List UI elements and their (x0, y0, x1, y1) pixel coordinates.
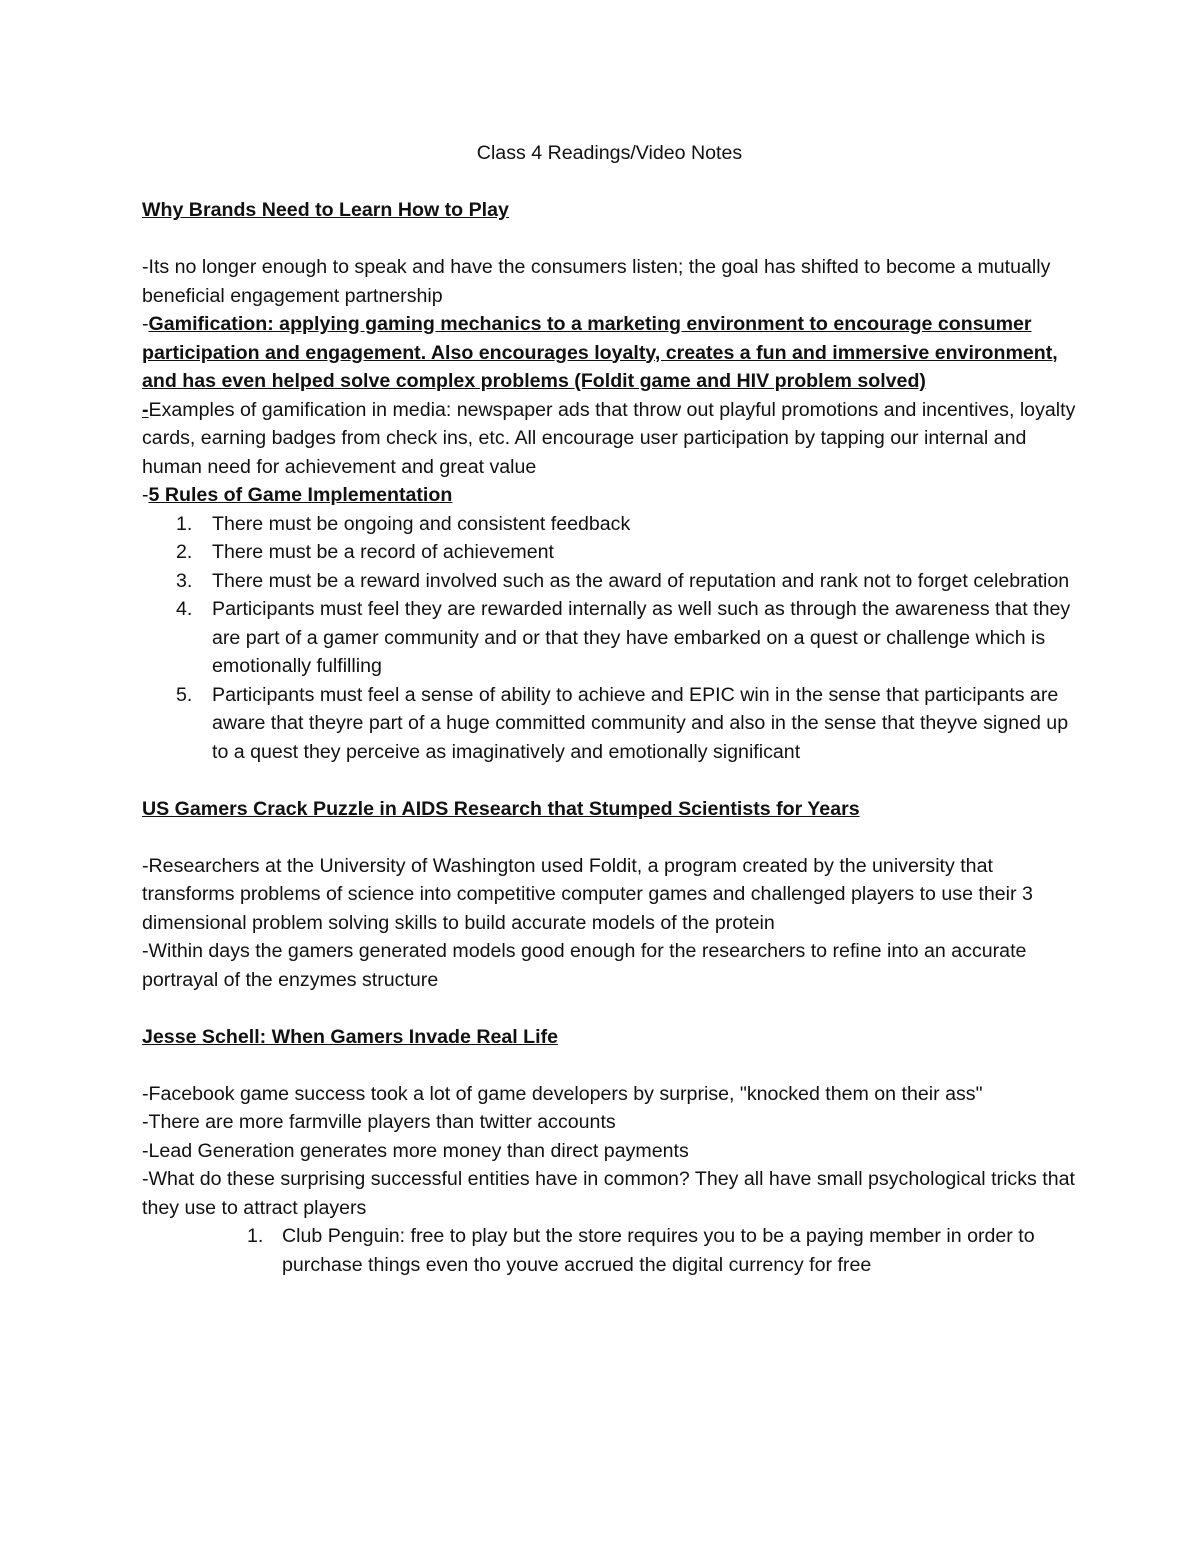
rules-heading: 5 Rules of Game Implementation (148, 484, 453, 506)
paragraph: -Its no longer enough to speak and have the consumers listen; the goal has shifted to become a mutually beneficial engagement partnership (142, 256, 1051, 307)
paragraph: -Researchers at the University of Washington used Foldit, a program created by the university that transforms problems of science into competitive computer games and challenged players to use their 3 dimensional problem solving skills to build accurate models of the protein (142, 854, 1033, 934)
list-number: 4. (176, 598, 193, 620)
section-heading-brands: Why Brands Need to Learn How to Play (142, 199, 509, 221)
dash: - (142, 398, 149, 421)
list-number: 1. (247, 1225, 264, 1247)
spacer (142, 994, 1077, 1023)
paragraph: -Lead Generation generates more money than direct payments (142, 1139, 689, 1162)
list-number: 2. (176, 541, 193, 563)
paragraph-examples (142, 396, 1077, 482)
gamification-definition: Gamification: applying gaming mechanics to a marketing environment to encourage consumer participation and engagement. Also encourages loyalty, creates a fun and immersive environment, and has even helped solve complex problems (Foldit game and HIV problem solved) (142, 313, 1058, 392)
paragraph: -There are more farmville players than twitter accounts (142, 1111, 616, 1133)
dash: - (142, 484, 149, 506)
section-heading-schell: Jesse Schell: When Gamers Invade Real Life (142, 1025, 558, 1048)
list-item (142, 1222, 1077, 1279)
list-item (142, 681, 1077, 767)
list-item-text: There must be ongoing and consistent feedback (212, 512, 631, 535)
paragraph: -What do these surprising successful entities have in common? They all have small psychological tricks that they use to attract players (142, 1168, 1075, 1219)
spacer (142, 766, 1077, 795)
document-body (142, 139, 1077, 1279)
document-title: Class 4 Readings/Video Notes (476, 142, 743, 164)
examples-text: Examples of gamification in media: newspaper ads that throw out playful promotions and incentives, loyalty cards, earning badges from check ins, etc. All encourage user participation by tapping our internal and human need for achievement and great value (142, 398, 1076, 478)
dash: - (142, 313, 149, 335)
tricks-list (142, 1222, 1077, 1279)
list-number: 1. (176, 512, 193, 535)
rules-list (142, 510, 1077, 767)
spacer (142, 823, 1077, 852)
spacer (142, 225, 1077, 254)
list-item (142, 567, 1077, 596)
list-item (142, 510, 1077, 539)
list-item (142, 595, 1077, 681)
paragraph-rules-heading (142, 481, 1077, 510)
list-number: 3. (176, 569, 193, 592)
list-item-text: There must be a reward involved such as the award of reputation and rank not to forget celebration (212, 569, 1070, 592)
list-item-text: Participants must feel they are rewarded internally as well such as through the awareness that they are part of a gamer community and or that they have embarked on a quest or challenge which is emotionally fulfilling (212, 598, 1071, 677)
list-item (142, 538, 1077, 567)
list-item-text: Participants must feel a sense of ability to achieve and EPIC win in the sense that participants are aware that theyre part of a huge committed community and also in the sense that theyve signed up to a quest they perceive as imaginatively and emotionally significant (212, 683, 1069, 763)
paragraph: -Facebook game success took a lot of game developers by surprise, "knocked them on their ass" (142, 1082, 983, 1105)
paragraph: -Within days the gamers generated models good enough for the researchers to refine into an accurate portrayal of the enzymes structure (142, 940, 1027, 991)
paragraph-gamification (142, 310, 1077, 396)
section-heading-aids: US Gamers Crack Puzzle in AIDS Research that Stumped Scientists for Years (142, 797, 860, 820)
list-item-text: There must be a record of achievement (212, 541, 554, 563)
list-number: 5. (176, 683, 193, 706)
spacer (142, 1051, 1077, 1080)
list-item-text: Club Penguin: free to play but the store requires you to be a paying member in order to purchase things even tho youve accrued the digital currency for free (282, 1225, 1035, 1276)
